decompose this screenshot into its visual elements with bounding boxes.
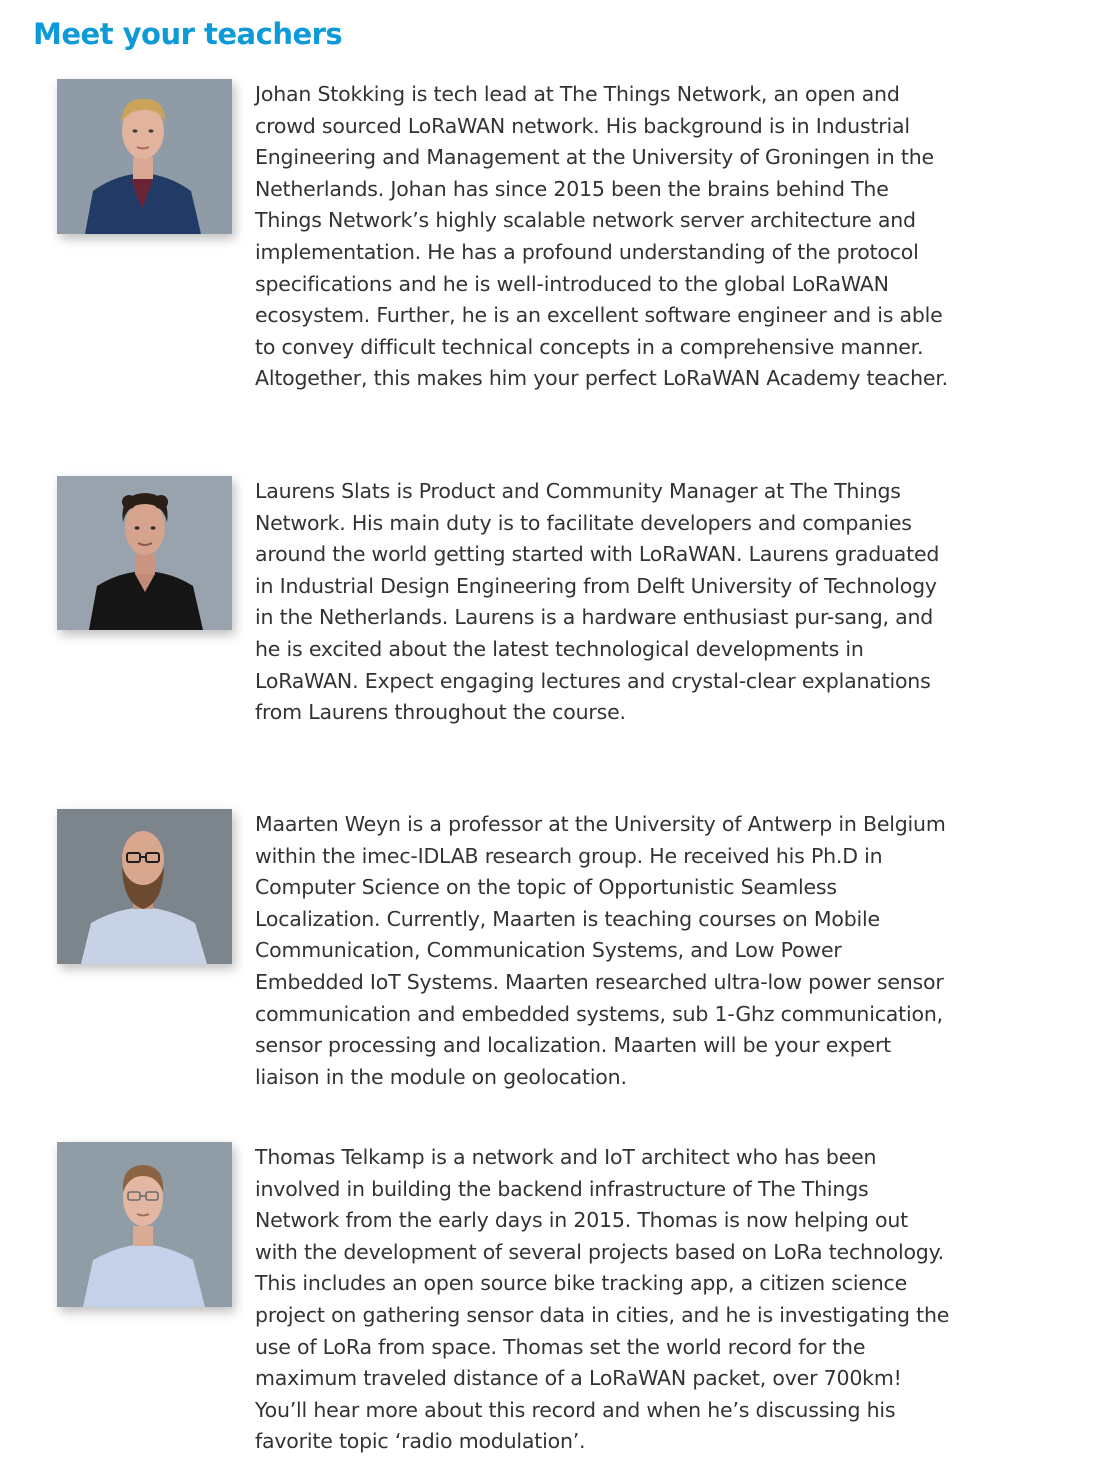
- teacher-photo: [57, 809, 232, 964]
- teacher-bio: Johan Stokking is tech lead at The Things Network, an open and crowd sourced LoRaWAN network. His background is in Industrial Engineering and Management at the University of Groningen in the Netherlands. Johan has since 2015 been the brains behind The Things Network’s highly scalable network server architecture and implementation. He has a profound understanding of the protocol specifications and he is well-introduced to the global LoRaWAN ecosystem. Further, he is an excellent software engineer and is able to convey difficult technical concepts in a comprehensive manner. Altogether, this makes him your perfect LoRaWAN Academy teacher.: [255, 82, 948, 391]
- teacher-photo: [57, 79, 232, 234]
- teacher-bio: Laurens Slats is Product and Community Manager at The Things Network. His main duty is to facilitate developers and companies around the world getting started with LoRaWAN. Laurens graduated in Industrial Design Engineering from Delft University of Technology in the Netherlands. Laurens is a hardware enthusiast pur-sang, and he is excited about the latest technological developments in LoRaWAN. Expect engaging lectures and crystal-clear explanations from Laurens throughout the course.: [255, 479, 940, 725]
- teacher-bio: Thomas Telkamp is a network and IoT architect who has been involved in building the backend infrastructure of The Things Network from the early days in 2015. Thomas is now helping out with the development of several projects based on LoRa technology. This includes an open source bike tracking app, a citizen science project on gathering sensor data in cities, and he is investigating the use of LoRa from space. Thomas set the world record for the maximum traveled distance of a LoRaWAN packet, over 700km! You’ll hear more about this record and when he’s discussing his favorite topic ‘radio modulation’.: [255, 1145, 950, 1454]
- teacher-bio: Maarten Weyn is a professor at the University of Antwerp in Belgium within the imec-IDLAB research group. He received his Ph.D in Computer Science on the topic of Opportunistic Seamless Localization. Currently, Maarten is teaching courses on Mobile Communication, Communication Systems, and Low Power Embedded IoT Systems. Maarten researched ultra-low power sensor communication and embedded systems, sub 1-Ghz communication, sensor processing and localization. Maarten will be your expert liaison in the module on geolocation.: [255, 812, 946, 1089]
- teacher-photo: [57, 476, 232, 630]
- page-title: Meet your teachers: [33, 17, 343, 51]
- teacher-photo: [57, 1142, 232, 1307]
